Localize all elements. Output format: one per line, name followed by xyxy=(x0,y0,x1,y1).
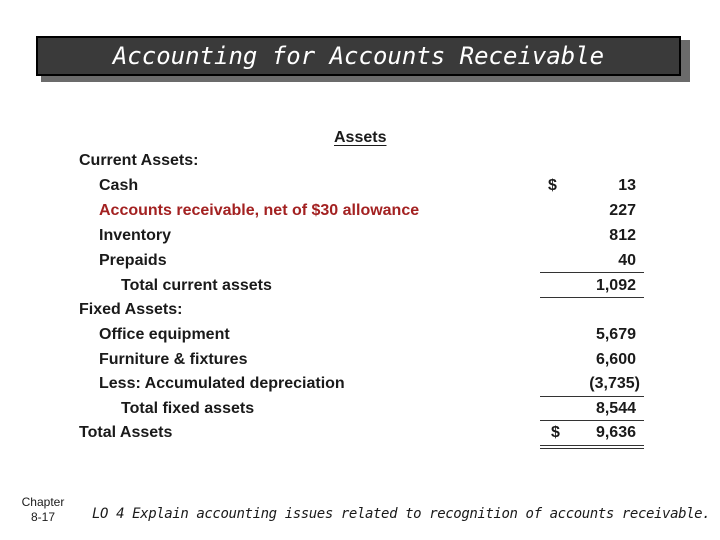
accounts-receivable-label: Accounts receivable, net of $30 allowance xyxy=(99,202,420,219)
accounts-receivable-value: 227 xyxy=(609,202,636,219)
office-equipment-value: 5,679 xyxy=(595,326,636,343)
slide-title: Accounting for Accounts Receivable xyxy=(112,42,605,70)
chapter-number: 8-17 xyxy=(30,510,56,524)
learning-objective: LO 4 Explain accounting issues related to recognition of accounts receivable. xyxy=(92,506,711,522)
chapter-word: Chapter xyxy=(21,495,65,509)
accumulated-depreciation-label: Less: Accumulated depreciation xyxy=(99,375,345,392)
fixed-assets-label: Fixed Assets: xyxy=(79,301,183,318)
double-underline-bottom xyxy=(540,448,644,449)
double-underline-top xyxy=(540,445,644,446)
total-assets-currency: $ xyxy=(551,424,560,441)
total-fixed-assets-label: Total fixed assets xyxy=(121,400,255,417)
cash-currency: $ xyxy=(548,177,557,194)
furniture-fixtures-label: Furniture & fixtures xyxy=(99,351,248,368)
total-fixed-assets-value: 8,544 xyxy=(595,400,636,417)
inventory-value: 812 xyxy=(609,227,636,244)
chapter-label xyxy=(14,495,72,525)
cash-label: Cash xyxy=(99,177,139,194)
subtotal-rule xyxy=(540,272,644,273)
prepaids-value: 40 xyxy=(618,252,636,269)
prepaids-label: Prepaids xyxy=(99,252,167,269)
assets-heading: Assets xyxy=(334,129,387,146)
accumulated-depreciation-value: (3,735) xyxy=(589,375,640,392)
furniture-fixtures-value: 6,600 xyxy=(595,351,636,368)
total-assets-value: 9,636 xyxy=(595,424,636,441)
current-assets-label: Current Assets: xyxy=(79,152,199,169)
total-assets-label: Total Assets xyxy=(79,424,173,441)
total-rule xyxy=(540,420,644,421)
subtotal-rule xyxy=(540,396,644,397)
title-banner xyxy=(36,36,681,76)
cash-value: 13 xyxy=(618,177,636,194)
total-current-assets-value: 1,092 xyxy=(595,277,636,294)
inventory-label: Inventory xyxy=(99,227,172,244)
office-equipment-label: Office equipment xyxy=(99,326,230,343)
total-rule xyxy=(540,297,644,298)
total-current-assets-label: Total current assets xyxy=(121,277,272,294)
